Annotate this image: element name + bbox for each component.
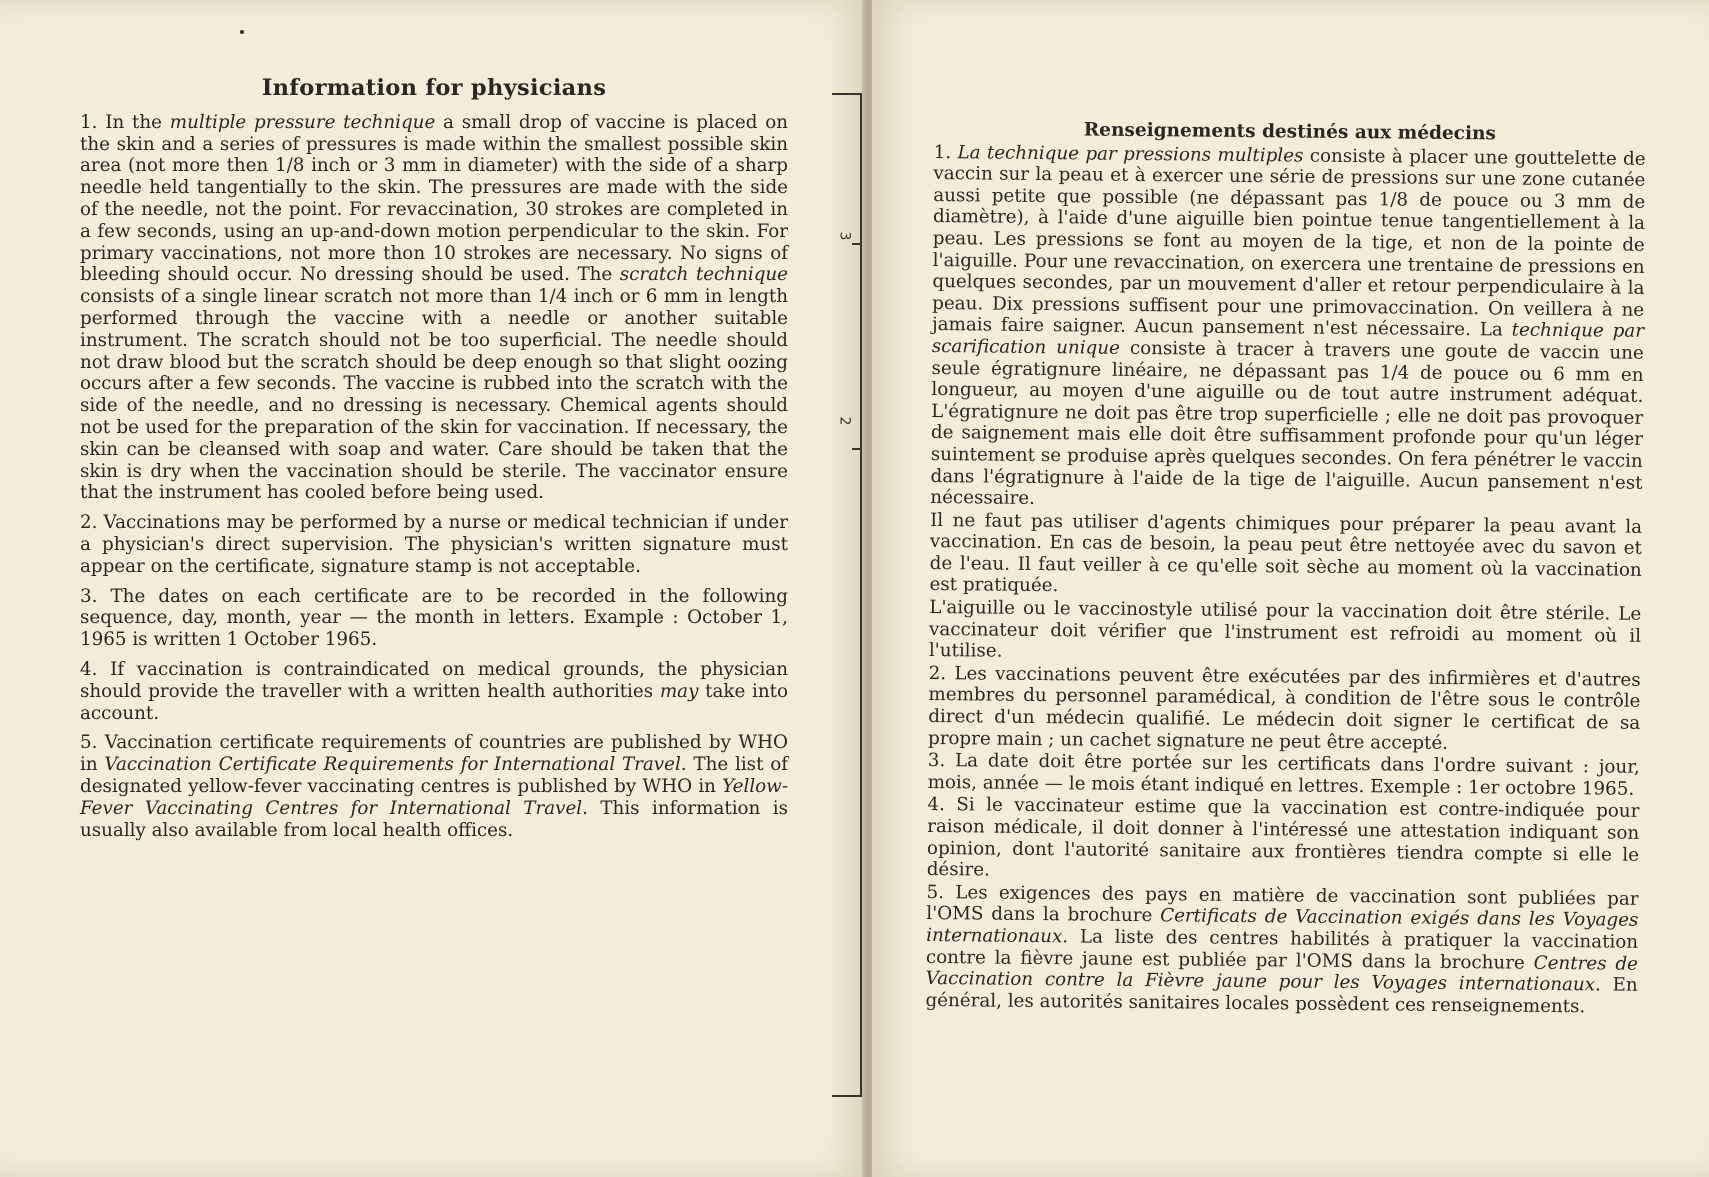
text-run: . La liste des centres habilités à pratiquer la vaccination contre la fièvre jaune est publiée par l'OMS dans la brochure — [925, 926, 1639, 974]
page-title-french: Renseignements destinés aux médecins — [1083, 119, 1497, 145]
text-run: . The list of designated yellow-fever vaccinating centres is published by WHO in — [80, 754, 788, 797]
paragraph — [927, 794, 1640, 887]
text-run: 3. La date doit être portée sur les certificats dans l'ordre suivant : jour, mois, année — le mois étant indiqué en lettres. Exemple : 1er octobre 1965. — [927, 750, 1640, 800]
italic-text: Vaccination Certificate Requirements for International Travel — [104, 754, 681, 776]
text-run: . This information is usually also available from local health offices. — [80, 797, 788, 841]
italic-text: may — [659, 680, 699, 702]
paragraph — [929, 597, 1642, 669]
right-page — [872, 0, 1709, 1177]
text-run: a small drop of vaccine is placed on the skin and a series of pressures is made within the smallest possible skin area (not more then 1/8 inch or 3 mm in diameter) with the side of a sharp needle held tangentially to the skin. The pressures are made with the side of the needle, not the point. For revaccination, 30 strokes are completed in a few seconds, using an up-and-down motion perpendicular to the skin. For primary vaccinations, not more thon 10 strokes are necessary. No signs of bleeding should occur. No dressing should be used. The — [80, 111, 789, 286]
english-text-block — [80, 75, 789, 849]
french-paragraphs — [925, 142, 1645, 1019]
scale-mark-2: 2 — [836, 416, 853, 426]
paragraph — [80, 732, 788, 841]
paragraph — [925, 882, 1638, 1018]
text-run: consiste à tracer à travers une goute de vaccin une seule égratignure linéaire, ne dépassant pas 1/4 de pouce ou 6 mm en longueur, au moyen d'une aiguille ou de tout autre instrument adéquat. L'égratignure ne doit pas être trop superficielle ; elle ne doit pas provoquer de saignement mais elle doit être suffisamment profonde pour qu'un léger suintement se produise après quelques secondes. On fera pénétrer le vaccin dans l'égratignure à l'aide de la tige de l'aiguille. Aucun pansement n'est nécessaire. — [930, 337, 1644, 510]
text-run: consists of a single linear scratch not more than 1/4 inch or 6 mm in length performed through the vaccine with a needle or another suitable instrument. The scratch should not be too superficial. The needle should not draw blood but the scratch should be deep enough so that slight oozing occurs after a few seconds. The vaccine is rubbed into the scratch with the side of the needle, and no dressing is necessary. Chemical agents should not be used for the preparation of the skin for vaccination. If necessary, the skin can be cleansed with soap and water. Care should be taken that the skin is dry when the vaccination should be sterile. The vaccinator ensure that the instrument has cooled before being used. — [80, 286, 788, 504]
paragraph — [80, 659, 788, 724]
scale-tick — [852, 243, 862, 245]
italic-text: Certificats de Vaccination exigés dans les Voyages internationaux — [926, 905, 1639, 948]
text-run: 1. In the — [80, 111, 170, 133]
italic-text: Centres de Vaccination contre la Fièvre jaune pour les Voyages internationaux — [925, 952, 1639, 996]
paragraph — [80, 512, 788, 577]
paragraph — [928, 663, 1641, 756]
scale-mark-3: 3 — [836, 231, 853, 241]
measurement-scale — [832, 93, 862, 1097]
text-run: Il ne faut pas utiliser d'agents chimiques pour préparer la peau avant la vaccination. En cas de besoin, la peau peut être nettoyée avec du savon et de l'eau. Il faut veiller à ce qu'elle soit sèche au moment où la vaccination est pratiquée. — [929, 509, 1643, 597]
text-run: 4. Si le vaccinateur estime que la vaccination est contre-indiquée pour raison médicale, il doit donner à l'intéressé une attestation indiquant son opinion, dont l'autorité sanitaire aux frontières tiendra compte si elle le désire. — [926, 794, 1640, 881]
text-run: 5. Les exigences des pays en matière de vaccination sont publiées par l'OMS dans la brochure — [926, 881, 1639, 927]
italic-text: technique par scarification unique — [931, 319, 1645, 359]
paragraph — [80, 586, 788, 651]
text-run: 1. — [933, 141, 958, 163]
text-run: 2. Les vaccinations peuvent être exécutées par des infirmières et d'autres membres du personnel paramédical, à condition de l'être sous le contrôle direct d'un médecin qualifié. Le médecin doit signer le certificat de sa propre main ; un cachet signature ne peut être accepté. — [927, 662, 1641, 754]
french-text-block — [925, 118, 1646, 1019]
text-run: 4. If vaccination is contraindicated on medical grounds, the physician should provide the traveller with a written health authorities — [80, 658, 788, 702]
italic-text: Yellow-Fever Vaccinating Centres for International Travel — [80, 775, 788, 819]
text-run: 5. Vaccination certificate requirements of countries are published by WHO in — [80, 732, 788, 776]
paragraph — [928, 750, 1640, 800]
text-run: . En général, les autorités sanitaires locales possèdent ces renseignements. — [925, 974, 1638, 1018]
text-run: 2. Vaccinations may be performed by a nurse or medical technician if under a physician's direct supervision. The physician's written signature must appear on the certificate, signature stamp is not acceptable. — [80, 512, 788, 577]
paragraph — [930, 142, 1645, 516]
paragraph — [80, 112, 788, 504]
text-run: take into account. — [80, 680, 788, 724]
ink-dot — [240, 30, 244, 34]
paragraph — [929, 510, 1642, 603]
text-run: 3. The dates on each certificate are to be recorded in the following sequence, day, month, year — the month in letters. Example : October 1, 1965 is written 1 October 1965. — [80, 585, 788, 651]
english-paragraphs — [80, 112, 788, 842]
italic-text: scratch technique — [619, 264, 788, 286]
text-run: L'aiguille ou le vaccinostyle utilisé pour la vaccination doit être stérile. Le vaccinateur doit vérifier que l'instrument est refroidi au moment où il l'utilise. — [928, 597, 1642, 662]
italic-text: multiple pressure technique — [169, 111, 436, 133]
page-title-english: Information for physicians — [261, 75, 607, 101]
italic-text: La technique par pressions multiples — [957, 141, 1304, 167]
text-run: consiste à placer une gouttelette de vaccin sur la peau et à exercer une série de pressions sur une zone cutanée aussi petite que possible (ne dépassant pas 1/8 de pouce ou 3 mm de diamètre), à l'aide d'une aiguille bien pointue tenue tangentiellement à la peau. Les pressions se font au moyen de la tige, et non de la pointe de l'aiguille. Pour une revaccination, on exercera une trentaine de pressions en quelques secondes, par un mouvement d'aller et retour perpendiculaire à la peau. Dix pressions suffisent pour une primovaccination. On veillera à ne jamais faire saigner. Aucun pansement n'est nécessaire. La — [931, 145, 1646, 341]
scale-tick — [852, 448, 862, 450]
